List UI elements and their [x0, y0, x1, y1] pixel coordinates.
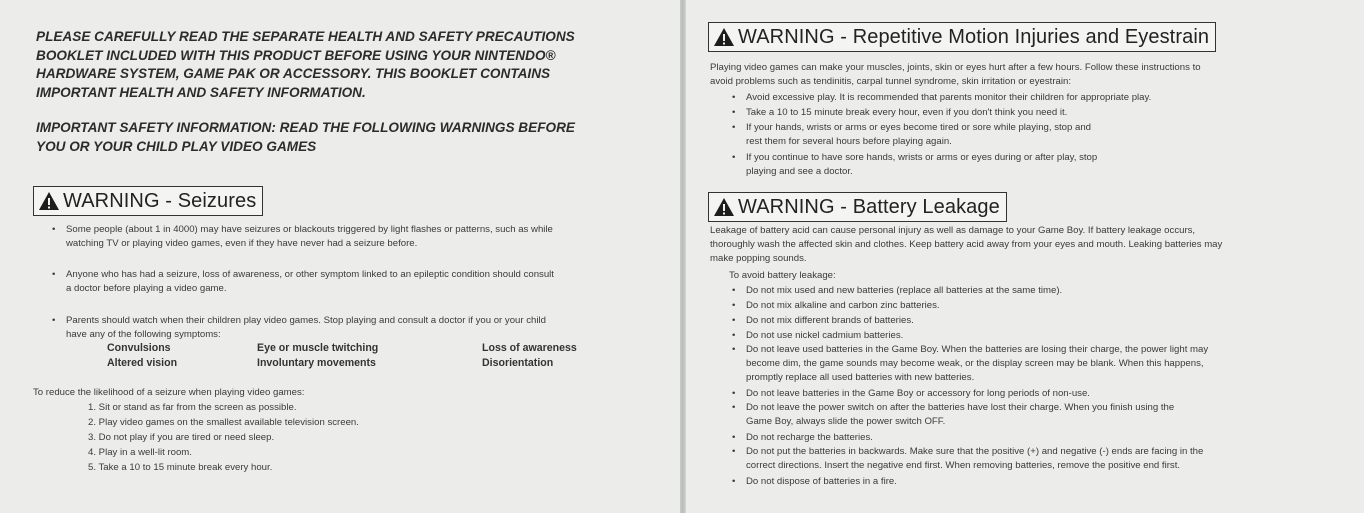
- bullet-icon: •: [732, 300, 736, 311]
- bullet-icon: •: [732, 446, 736, 457]
- battery-bullet-text: Do not use nickel cadmium batteries.: [746, 330, 904, 341]
- bullet-icon: •: [52, 315, 56, 326]
- bullet-icon: •: [732, 152, 736, 163]
- bullet-icon: •: [732, 107, 736, 118]
- bullet-icon: •: [732, 344, 736, 355]
- rsi-heading: WARNING - Repetitive Motion Injuries and Eyestrain: [738, 25, 1210, 48]
- reduce-seizure-intro: To reduce the likelihood of a seizure when playing video games:: [33, 387, 305, 398]
- seizure-bullet-text: Some people (about 1 in 4000) may have seizures or blackouts triggered by light flashes or patterns, such as while watching TV or playing video games, even if they have never had a seizure before.: [66, 224, 553, 249]
- battery-intro: Leakage of battery acid can cause personal injury as well as damage to your Game Boy. If battery leakage occurs, thoroughly wash the affected skin and clothes. Keep battery acid away from your eyes and mouth. Leaking batteries may make popping sounds.: [710, 225, 1223, 264]
- reduce-step: 5. Take a 10 to 15 minute break every hour.: [88, 462, 273, 473]
- bullet-icon: •: [732, 402, 736, 413]
- right-page: [686, 0, 1364, 513]
- symptom: Altered vision: [107, 357, 178, 369]
- battery-heading-box: [708, 192, 1007, 222]
- bullet-icon: •: [732, 330, 736, 341]
- reduce-step: 3. Do not play if you are tired or need sleep.: [88, 432, 275, 443]
- battery-avoid-intro: To avoid battery leakage:: [729, 270, 836, 281]
- rsi-bullet-text: If your hands, wrists or arms or eyes become tired or sore while playing, stop and rest them for several hours before playing again.: [746, 122, 1091, 147]
- rsi-bullet-text: Take a 10 to 15 minute break every hour, even if you don't think you need it.: [746, 107, 1068, 118]
- important-safety-notice: IMPORTANT SAFETY INFORMATION: READ THE FOLLOWING WARNINGS BEFORE YOU OR YOUR CHILD PLAY VIDEO GAMES: [36, 120, 575, 154]
- health-precautions-notice: PLEASE CAREFULLY READ THE SEPARATE HEALTH AND SAFETY PRECAUTIONS BOOKLET INCLUDED WITH THIS PRODUCT BEFORE USING YOUR NINTENDO® HARDWARE SYSTEM, GAME PAK OR ACCESSORY. THIS BOOKLET CONTAINS IMPORTANT HEALTH AND SAFETY INFORMATION.: [36, 29, 575, 100]
- battery-heading: WARNING - Battery Leakage: [738, 195, 1000, 218]
- bullet-icon: •: [732, 476, 736, 487]
- battery-bullet-text: Do not leave batteries in the Game Boy or accessory for long periods of non-use.: [746, 388, 1090, 399]
- warning-triangle-icon: [713, 197, 735, 217]
- battery-bullet-text: Do not put the batteries in backwards. Make sure that the positive (+) and negative (-) ends are facing in the correct directions. Insert the negative end first. When removing batteries, remove the positive end first.: [746, 446, 1204, 471]
- battery-bullet-text: Do not mix used and new batteries (replace all batteries at the same time).: [746, 285, 1063, 296]
- battery-bullet-text: Do not dispose of batteries in a fire.: [746, 476, 897, 487]
- rsi-heading-box: [708, 22, 1216, 52]
- left-page: [0, 0, 680, 513]
- rsi-bullet-text: Avoid excessive play. It is recommended that parents monitor their children for appropriate play.: [746, 92, 1152, 103]
- battery-bullet-text: Do not recharge the batteries.: [746, 432, 873, 443]
- bullet-icon: •: [732, 315, 736, 326]
- rsi-bullet-text: If you continue to have sore hands, wrists or arms or eyes during or after play, stop playing and see a doctor.: [746, 152, 1098, 177]
- reduce-step: 4. Play in a well-lit room.: [88, 447, 192, 458]
- bullet-icon: •: [52, 269, 56, 280]
- seizures-heading: WARNING - Seizures: [63, 189, 257, 212]
- bullet-icon: •: [732, 432, 736, 443]
- seizure-bullet-text: Anyone who has had a seizure, loss of awareness, or other symptom linked to an epileptic condition should consult a doctor before playing a video game.: [66, 269, 554, 294]
- symptom: Disorientation: [482, 357, 554, 369]
- bullet-icon: •: [52, 224, 56, 235]
- rsi-intro: Playing video games can make your muscles, joints, skin or eyes hurt after a few hours. Follow these instructions to avoid problems such as tendinitis, carpal tunnel syndrome, skin irritation or eyestrain:: [710, 62, 1201, 87]
- bullet-icon: •: [732, 122, 736, 133]
- reduce-step: 2. Play video games on the smallest available television screen.: [88, 417, 359, 428]
- seizure-bullet-text: Parents should watch when their children play video games. Stop playing and consult a doctor if you or your child have any of the following symptoms:: [66, 315, 546, 340]
- battery-bullet-text: Do not mix different brands of batteries.: [746, 315, 914, 326]
- battery-bullet-text: Do not leave used batteries in the Game Boy. When the batteries are losing their charge, the power light may become dim, the game sounds may become weak, or the display screen may be blank. When this happens, promptly replace all used batteries with new batteries.: [746, 344, 1209, 383]
- battery-bullet-text: Do not mix alkaline and carbon zinc batteries.: [746, 300, 940, 311]
- bullet-icon: •: [732, 92, 736, 103]
- symptom: Involuntary movements: [257, 357, 376, 369]
- bullet-icon: •: [732, 388, 736, 399]
- symptom: Eye or muscle twitching: [257, 342, 379, 354]
- reduce-step: 1. Sit or stand as far from the screen as possible.: [88, 402, 297, 413]
- warning-triangle-icon: [38, 191, 60, 211]
- symptom: Convulsions: [107, 342, 171, 354]
- bullet-icon: •: [732, 285, 736, 296]
- warning-triangle-icon: [713, 27, 735, 47]
- seizures-heading-box: [33, 186, 263, 216]
- battery-bullet-text: Do not leave the power switch on after the batteries have lost their charge. When you finish using the Game Boy, always slide the power switch OFF.: [746, 402, 1175, 427]
- symptom: Loss of awareness: [482, 342, 577, 354]
